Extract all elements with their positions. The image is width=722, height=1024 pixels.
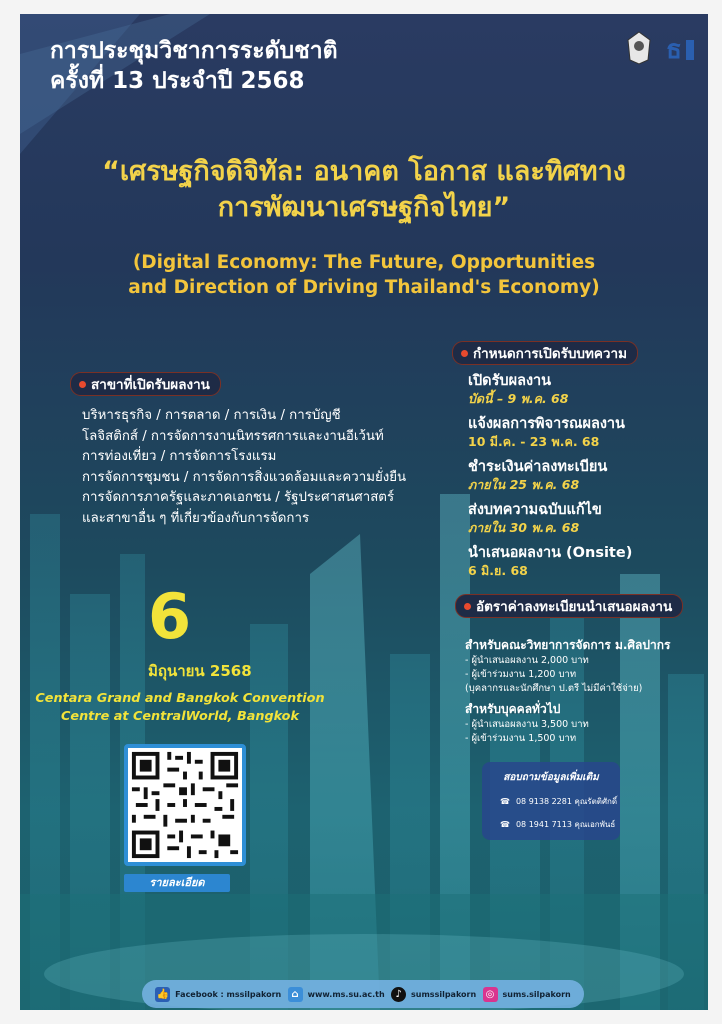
footer-instagram[interactable] [483, 987, 571, 1002]
event-day: 6 [148, 580, 192, 653]
fees-section [465, 636, 670, 746]
theme-english [20, 250, 708, 300]
venue-line2: Centre at CentralWorld, Bangkok [61, 709, 299, 724]
bullet-dot-icon [464, 603, 471, 610]
contact-title: สอบถามข้อมูลเพิ่มเติม [503, 772, 599, 783]
schedule-item-date: บัดนี้ – 9 พ.ค. 68 [468, 391, 569, 406]
tiktok-handle: sumssilpakorn [411, 989, 477, 999]
fees-line: - ผู้นำเสนอผลงาน 2,000 บาท [465, 655, 589, 666]
field-line: บริหารธุรกิจ / การตลาด / การเงิน / การบัญชี [82, 408, 341, 423]
facebook-like-icon: 👍 [156, 988, 169, 1000]
contact-box [482, 762, 620, 840]
footer-social-bar [142, 980, 584, 1008]
faculty-logo [664, 28, 698, 68]
university-crest-logo [622, 28, 656, 68]
schedule-item-title: เปิดรับผลงาน [468, 373, 552, 389]
schedule-item-date: 10 มี.ค. - 23 พ.ค. 68 [468, 434, 600, 449]
theme-thai-line2: การพัฒนาเศรษฐกิจไทย” [217, 192, 511, 223]
poster [20, 14, 708, 1010]
contact-phone1: 08 9138 2281 คุณรัตติศักดิ์ [515, 797, 618, 806]
instagram-icon: ◎ [483, 987, 498, 1002]
fees-line: - ผู้นำเสนอผลงาน 3,500 บาท [465, 719, 589, 730]
fees-line: - ผู้เข้าร่วมงาน 1,200 บาท [465, 669, 577, 680]
fees-group1-title: สำหรับคณะวิทยาการจัดการ ม.ศิลปากร [465, 638, 671, 652]
footer-tiktok[interactable] [391, 987, 476, 1002]
website-url: www.ms.su.ac.th [307, 989, 385, 999]
schedule-item-title: ชำระเงินค่าลงทะเบียน [468, 459, 608, 475]
fees-note: (บุคลากรและนักศึกษา ป.ตรี ไม่มีค่าใช้จ่าย) [465, 683, 643, 694]
bullet-dot-icon [461, 350, 468, 357]
qr-code[interactable] [124, 744, 246, 866]
theme-english-line1: (Digital Economy: The Future, Opportunities [132, 252, 596, 273]
conference-title-line2: ครั้งที่ 13 ประจำปี 2568 [50, 68, 305, 94]
field-line: และสาขาอื่น ๆ ที่เกี่ยวข้องกับการจัดการ [82, 510, 310, 526]
schedule-item-date: 6 มิ.ย. 68 [468, 563, 528, 578]
footer-facebook[interactable] [155, 987, 281, 1002]
fees-group2-title: สำหรับบุคคลทั่วไป [465, 702, 561, 716]
conference-title-line1: การประชุมวิชาการระดับชาติ [50, 38, 338, 64]
schedule-heading-pill [452, 341, 638, 365]
field-line: การจัดการชุมชน / การจัดการสิ่งแวดล้อมและความยั่งยืน [82, 469, 407, 485]
fees-heading: อัตราค่าลงทะเบียนนำเสนอผลงาน [476, 599, 673, 615]
venue-line1: Centara Grand and Bangkok Convention [35, 691, 325, 706]
svg-text:ธ: ธ [666, 35, 682, 65]
qr-details-label[interactable]: รายละเอียด [124, 874, 230, 892]
schedule-item-date: ภายใน 25 พ.ค. 68 [468, 477, 580, 492]
schedule-item-title: นำเสนอผลงาน (Onsite) [468, 545, 633, 561]
home-icon: ⌂ [288, 987, 303, 1002]
schedule-item-title: ส่งบทความฉบับแก้ไข [468, 502, 602, 518]
field-line: โลจิสติกส์ / การจัดการงานนิทรรศการและงานอีเว้นท์ [82, 428, 384, 444]
fees-heading-pill [455, 594, 683, 618]
contact-phone-row[interactable] [500, 818, 620, 831]
bullet-dot-icon [79, 381, 86, 388]
schedule-heading: กำหนดการเปิดรับบทความ [473, 346, 627, 362]
schedule-item-date: ภายใน 30 พ.ค. 68 [468, 520, 580, 535]
conference-title [50, 36, 338, 96]
qr-code-icon [128, 748, 242, 862]
fields-heading: สาขาที่เปิดรับผลงาน [91, 377, 210, 393]
contact-phone-row[interactable] [500, 795, 620, 808]
field-line: การจัดการภาครัฐและภาคเอกชน / รัฐประศาสนศาสตร์ [82, 490, 395, 505]
event-month-year: มิถุนายน 2568 [148, 662, 252, 680]
instagram-handle: sums.silpakorn [502, 989, 571, 999]
footer-website[interactable] [288, 987, 385, 1002]
schedule-list [468, 372, 632, 587]
facebook-handle: Facebook : mssilpakorn [175, 989, 282, 999]
theme-thai-line1: “เศรษฐกิจดิจิทัล: อนาคต โอกาส และทิศทาง [102, 156, 626, 187]
fields-heading-pill [70, 372, 221, 396]
theme-english-line2: and Direction of Driving Thailand's Economy) [128, 277, 600, 298]
event-venue [20, 690, 340, 726]
phone-icon: ☎ [500, 797, 510, 806]
phone-icon: ☎ [500, 820, 510, 829]
contact-phone2: 08 1941 7113 คุณเอกพันธ์ [515, 820, 616, 829]
fees-line: - ผู้เข้าร่วมงาน 1,500 บาท [465, 733, 577, 744]
tiktok-icon: ♪ [391, 987, 406, 1002]
logos [622, 28, 698, 68]
theme-thai [20, 154, 708, 226]
schedule-item-title: แจ้งผลการพิจารณผลงาน [468, 416, 625, 432]
fields-list [82, 406, 406, 529]
field-line: การท่องเที่ยว / การจัดการโรงแรม [82, 449, 277, 464]
